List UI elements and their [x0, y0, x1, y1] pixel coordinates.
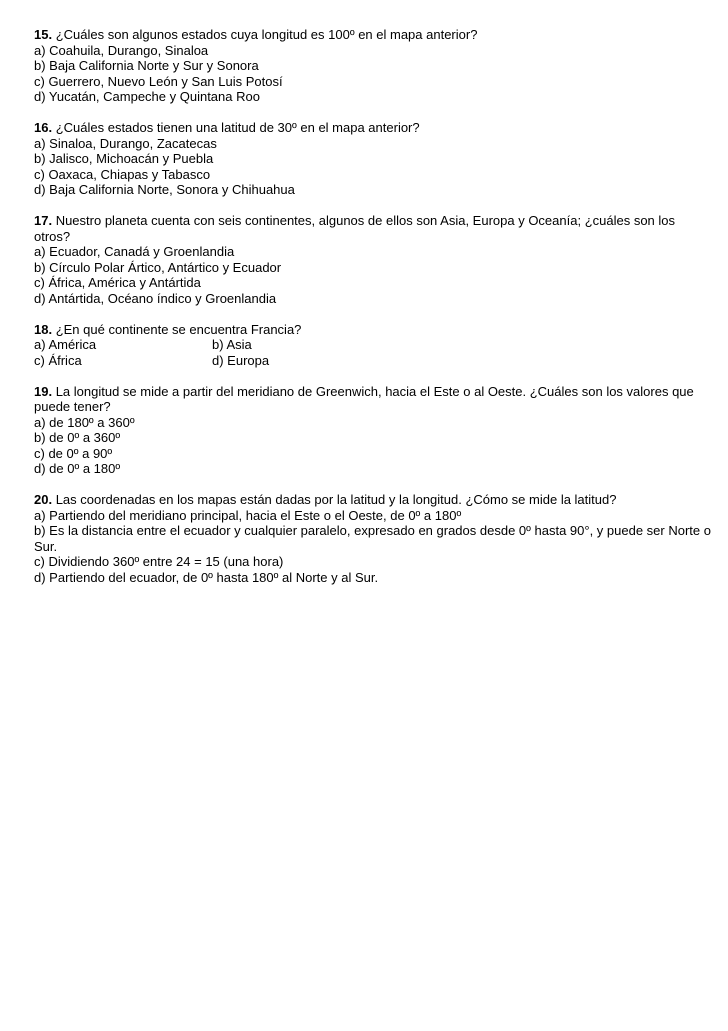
question-18-stem — [34, 322, 714, 338]
question-19 — [34, 384, 714, 477]
option-d: d) Baja California Norte, Sonora y Chihuahua — [34, 182, 295, 197]
option-d: d) Europa — [212, 352, 270, 368]
option-c: c) África, América y Antártida — [34, 275, 201, 290]
question-text: ¿Cuáles estados tienen una latitud de 30º en el mapa anterior? — [52, 120, 420, 135]
option-a: a) Partiendo del meridiano principal, hacia el Este o el Oeste, de 0º a 180º — [34, 507, 462, 523]
question-number: 20. — [34, 492, 53, 507]
option-c: c) de 0º a 90º — [34, 445, 113, 461]
option-a: a) Sinaloa, Durango, Zacatecas — [34, 135, 217, 151]
question-20-stem — [34, 492, 714, 508]
question-15-stem — [34, 27, 714, 43]
option-b: b) Asia — [212, 337, 252, 352]
question-16 — [34, 120, 714, 198]
question-text: La longitud se mide a partir del meridiano de Greenwich, hacia el Este o al Oeste. ¿Cuáles son los valores que puede tener? — [34, 383, 694, 414]
option-b: b) Jalisco, Michoacán y Puebla — [34, 151, 214, 166]
option-b: b) Baja California Norte y Sur y Sonora — [34, 58, 259, 73]
question-16-stem — [34, 120, 714, 136]
option-row-2 — [34, 353, 714, 369]
question-number: 15. — [34, 27, 53, 42]
option-d: d) de 0º a 180º — [34, 461, 121, 476]
question-number: 16. — [34, 120, 53, 135]
quiz-page — [34, 27, 714, 601]
option-a: a) América — [34, 337, 97, 352]
option-a: a) de 180º a 360º — [34, 414, 135, 430]
option-c: c) Oaxaca, Chiapas y Tabasco — [34, 166, 211, 182]
question-15 — [34, 27, 714, 105]
question-18 — [34, 322, 714, 369]
option-c: c) África — [34, 352, 82, 368]
question-17 — [34, 213, 714, 306]
option-c: c) Dividiendo 360º entre 24 = 15 (una hora) — [34, 554, 284, 569]
question-text: Las coordenadas en los mapas están dadas por la latitud y la longitud. ¿Cómo se mide la latitud? — [52, 492, 617, 507]
option-d: d) Partiendo del ecuador, de 0º hasta 180º al Norte y al Sur. — [34, 569, 379, 585]
question-19-stem — [34, 384, 714, 415]
question-number: 18. — [34, 321, 53, 337]
option-c: c) Guerrero, Nuevo León y San Luis Potosí — [34, 73, 283, 89]
option-a: a) Ecuador, Canadá y Groenlandia — [34, 244, 235, 259]
question-text: ¿En qué continente se encuentra Francia? — [52, 321, 302, 337]
question-17-stem — [34, 213, 714, 244]
question-20 — [34, 492, 714, 585]
option-b: b) Círculo Polar Ártico, Antártico y Ecuador — [34, 259, 282, 275]
option-row-1 — [34, 337, 714, 353]
question-number: 17. — [34, 213, 53, 228]
option-d: d) Yucatán, Campeche y Quintana Roo — [34, 89, 260, 104]
option-b: b) de 0º a 360º — [34, 430, 121, 445]
option-b: b) Es la distancia entre el ecuador y cualquier paralelo, expresado en grados desde 0º hasta 90°, y puede ser Norte o Sur. — [34, 523, 711, 554]
option-d: d) Antártida, Océano índico y Groenlandia — [34, 290, 277, 306]
question-text: Nuestro planeta cuenta con seis continentes, algunos de ellos son Asia, Europa y Oceanía; ¿cuáles son los otros? — [34, 213, 676, 244]
option-a: a) Coahuila, Durango, Sinaloa — [34, 42, 209, 58]
question-text: ¿Cuáles son algunos estados cuya longitud es 100º en el mapa anterior? — [52, 27, 478, 42]
question-number: 19. — [34, 383, 53, 399]
